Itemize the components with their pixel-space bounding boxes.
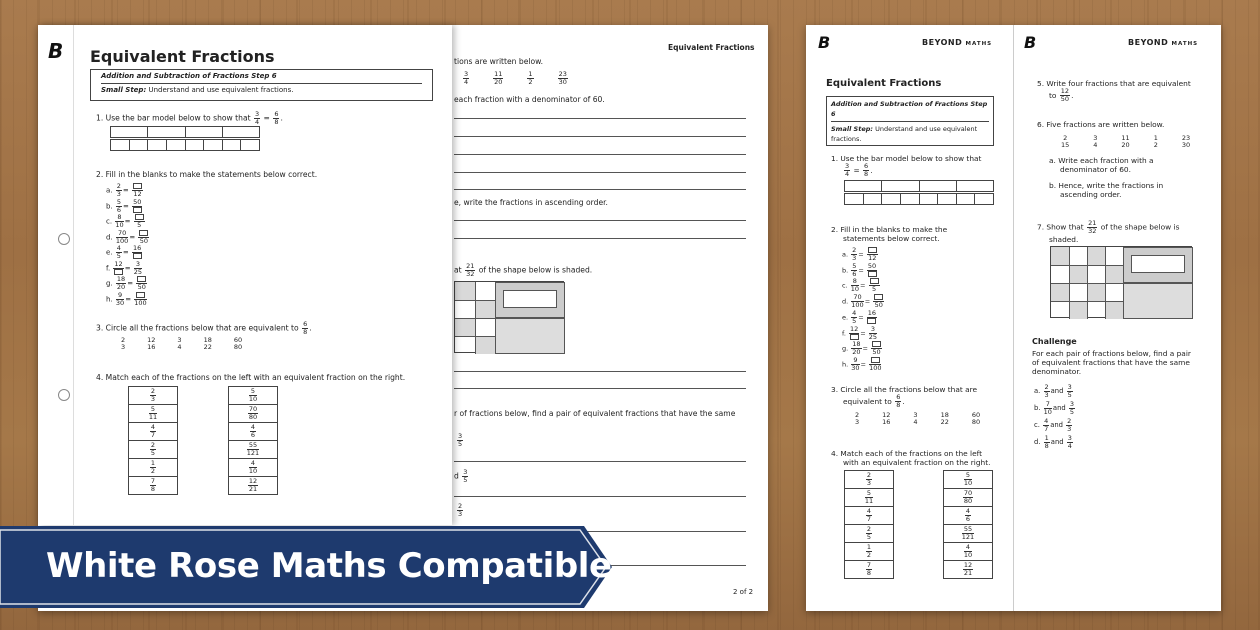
fraction: 2 15 [1061,134,1070,149]
brand-logo: B [1024,33,1037,52]
blank-item: g. $\frac{18}{20}$ = 50 [842,340,881,357]
q6a-text: a. Write each fraction with a [1049,156,1154,165]
brand-logo: B [48,39,64,63]
bar-model [844,193,994,205]
challenge-heading: Challenge [1032,337,1077,346]
answer-line [454,238,746,239]
q7-text: 7. Show that [1037,222,1084,232]
blank-item: b. $\frac{5}{6}$ = 50 [106,197,142,214]
answer-line [454,388,746,389]
q5-text-2: to [1049,90,1057,100]
banner-text: White Rose Maths Compatible [46,546,612,586]
blank-item: h. $\frac{9}{30}$ = 100 [842,355,882,372]
blank-item: g. $\frac{18}{20}$ = 50 [106,275,146,291]
question-6: 6. Five fractions are written below. [1037,120,1165,129]
shaded-shape [1050,246,1192,318]
q7-text [454,263,592,278]
question-2: 2. Fill in the blanks to make the statements below correct. [96,170,318,179]
question-6a [1049,156,1154,174]
answer-line [454,461,746,462]
small-step-text: Understand and use equivalent fractions. [831,125,978,143]
fraction: 12 16 [147,336,156,351]
challenge-text: r of fractions below, find a pair of equivalent fractions that have the same [454,409,736,418]
q3-fraction-list [854,412,981,426]
fraction: 23 30 [1181,134,1191,149]
q3-fraction-list [120,337,243,351]
q6b-text: e, write the fractions in ascending order. [454,198,608,207]
fraction: 2 3 [458,502,463,518]
question-4: 4. Match each of the fractions on the left with an equivalent fraction on the right. [96,373,406,382]
fraction: 12 16 [882,411,891,426]
punch-hole [58,233,70,245]
fraction: 2 3 [855,411,860,426]
fraction: 11 20 [494,70,503,86]
fraction: 18 22 [940,411,949,426]
pair-item: b. $\frac{7}{10}$ and $\frac{3}{5}$ [1034,399,1075,416]
match-right-table: $\frac{5}{10}$ $\frac{70}{80}$ $\frac{4}{6}$ $\frac{55}{121}$ $\frac{4}{10}$ $\frac{12}{21}$ [228,386,278,495]
step-box [90,69,433,101]
blank-item: d. $\frac{70}{100}$ = 50 [106,228,149,245]
q2-text: 2. Fill in the blanks to make the [831,225,948,234]
blank-item: a. $\frac{2}{3}$ = 12 [842,246,877,262]
fraction: 1 2 [528,70,533,86]
small-step-label: Small Step: [101,86,147,94]
q7-text-3: shaded. [1049,235,1079,244]
bar-model [110,139,260,151]
q2-text-2: statements below correct. [843,234,940,243]
answer-line [454,371,746,372]
answer-line [454,154,746,155]
q6b-text: b. Hence, write the fractions in [1049,181,1164,190]
match-left-table: $\frac{2}{3}$ $\frac{5}{11}$ $\frac{4}{7}$ $\frac{2}{5}$ $\frac{1}{2}$ $\frac{7}{8}$ [128,386,178,495]
match-left-table: $\frac{2}{3}$ $\frac{5}{11}$ $\frac{4}{7}$ $\frac{2}{5}$ $\frac{1}{2}$ $\frac{7}{8}$ [844,470,894,579]
punch-hole [58,389,70,401]
q6a-text: each fraction with a denominator of 60. [454,95,605,104]
q1-text: 1. Use the bar model below to show that [831,154,982,163]
blank-item: e. $\frac{4}{5}$ = 16 [842,308,877,325]
match-right-table: $\frac{5}{10}$ $\frac{70}{80}$ $\frac{4}{6}$ $\frac{55}{121}$ $\frac{4}{10}$ $\frac{12}{21}$ [943,470,993,579]
question-3: 3. Circle all the fractions below that are equivalent to $\frac{6}{8}$ . [831,385,978,409]
answer-line [454,136,746,137]
q7-tail: of the shape below is shaded. [478,265,593,275]
worksheet-page-1 [38,25,452,525]
step-title: Addition and Subtraction of Fractions Step 6 [101,72,422,84]
q6a-text-2: denominator of 60. [1060,165,1131,174]
pair-text: d $\frac{3}{5}$ [454,468,468,484]
question-7: 7. Show that $\frac{21}{32}$ of the shape below is shaded. [1037,219,1180,244]
answer-line [454,189,746,190]
q7-text-2: of the shape below is [1100,222,1180,232]
challenge-line-3: denominator. [1032,367,1082,376]
question-5: 5. Write four fractions that are equivalent to $\frac{12}{50}$ . [1037,79,1191,103]
q3-text: 3. Circle all the fractions below that are [831,385,978,394]
blank-item: f. 12 = $\frac{3}{25}$ [842,324,878,341]
blank-item: h. $\frac{9}{30}$ = 100 [106,290,147,307]
page-title: Equivalent Fractions [90,47,275,66]
small-step [101,84,422,95]
q1-text: 1. Use the bar model below to show that [96,113,251,123]
q4-text: 4. Match each of the fractions on the left [831,449,983,458]
fraction: 23 30 [558,70,567,86]
fraction: 60 80 [233,336,243,351]
fraction: 3 4 [913,411,918,426]
fraction: 3 4 [464,70,469,86]
fill-blanks-list [842,247,885,373]
small-step-label: Small Step: [831,125,874,133]
q6-text: tions are written below. [454,57,544,66]
fraction: 3 4 [177,336,182,351]
blank-item: b. $\frac{5}{6}$ = 50 [842,261,877,278]
bar-model [844,180,994,192]
blank-item: a. $\frac{2}{3}$ = 12 [106,182,142,198]
compatibility-banner [0,526,612,608]
fraction: 60 80 [971,411,981,426]
question-2 [831,225,1001,243]
question-6b [1049,181,1163,199]
q5-text: 5. Write four fractions that are equivalent [1037,79,1191,88]
question-3: 3. Circle all the fractions below that are equivalent to $\frac{6}{8}$ . [96,320,312,336]
fraction: 1 2 [1153,134,1158,149]
page-title: Equivalent Fractions [826,78,942,89]
page-number: 2 of 2 [733,588,754,596]
q3-text: 3. Circle all the fractions below that are equivalent to [96,323,299,333]
bar-model [110,126,260,138]
worksheet-preview [806,25,1221,611]
fraction: 3 4 [1093,134,1098,149]
challenge-line-1: For each pair of fractions below, find a pair [1032,349,1191,358]
pair-item: d. $\frac{1}{8}$ and $\frac{3}{4}$ [1034,433,1072,450]
blank-item: c. $\frac{8}{10}$ = 5 [842,278,885,294]
fill-blanks-list [106,183,150,307]
brand-logo: B [818,33,831,52]
pair-item: a. $\frac{2}{3}$ and $\frac{3}{5}$ [1034,382,1072,399]
small-step [831,122,989,144]
challenge-line-2: of equivalent fractions that have the same [1032,358,1190,367]
q4-text-2: with an equivalent fraction on the right. [843,458,991,467]
shaded-shape [454,281,564,353]
question-1: 1. Use the bar model below to show that $\frac{3}{4}$ = $\frac{6}{8}$ . [96,110,283,126]
question-1: 1. Use the bar model below to show that $\frac{3}{4}$ = $\frac{6}{8}$ . [831,154,982,178]
q3-text-2: equivalent to [843,396,892,406]
fraction: 2 3 [121,336,126,351]
challenge-pairs [1034,383,1076,451]
blank-item: e. $\frac{4}{5}$ = 16 [106,244,142,260]
answer-line [454,172,746,173]
brand-name: BEYOND MATHS [922,38,993,47]
blank-item: d. $\frac{70}{100}$ = 50 [842,293,883,310]
page-header: Equivalent Fractions [668,43,755,52]
fraction: 3 5 [458,432,463,448]
answer-line [454,118,746,119]
answer-line [454,220,746,221]
pair-item: c. $\frac{4}{7}$ and $\frac{2}{3}$ [1034,416,1072,433]
fraction: 18 22 [203,336,212,351]
q6b-text-2: ascending order. [1060,190,1122,199]
q6-fraction-list [1060,135,1191,149]
blank-item: c. $\frac{8}{10}$ = 5 [106,214,150,230]
step-box [826,96,994,146]
q7-lead: at [454,265,462,275]
q6-fractions [462,71,569,86]
step-title: Addition and Subtraction of Fractions Step 6 [831,99,989,122]
question-4 [831,449,1011,467]
answer-line [454,496,746,497]
challenge-text [1032,349,1207,376]
fraction: $\frac{21}{32}$ [466,262,475,278]
brand-name: BEYOND MATHS [1128,38,1199,47]
fraction: 11 20 [1121,134,1130,149]
blank-item: f. 12 = $\frac{3}{25}$ [106,259,143,276]
small-step-text: Understand and use equivalent fractions. [148,86,294,94]
